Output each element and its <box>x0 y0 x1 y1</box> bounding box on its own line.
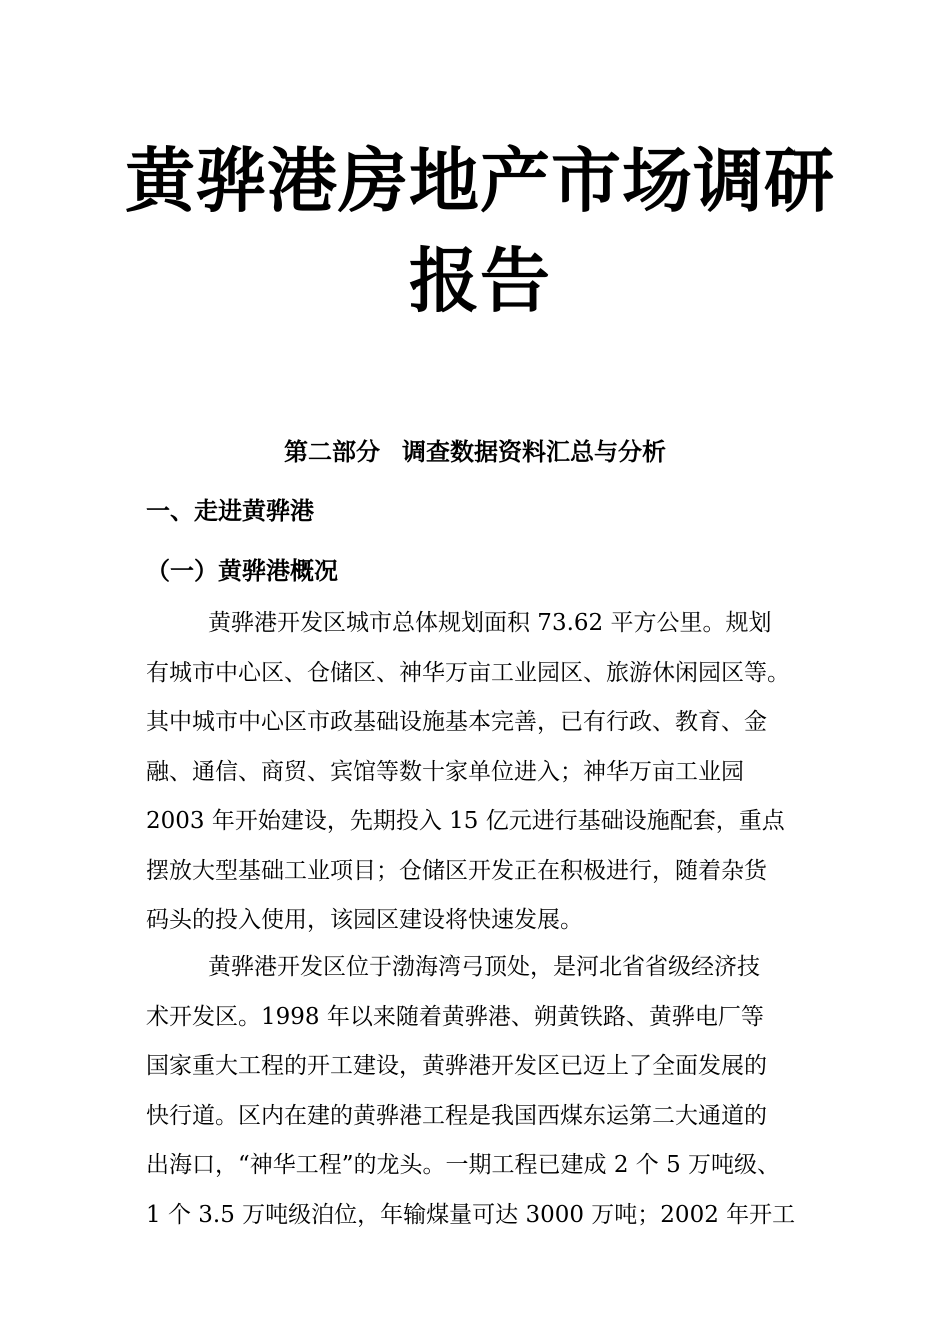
paragraph-line: 国家重大工程的开工建设，黄骅港开发区已迈上了全面发展的 <box>146 1053 767 1079</box>
paragraph-line: 其中城市中心区市政基础设施基本完善，已有行政、教育、金 <box>146 709 767 735</box>
paragraph-line: 码头的投入使用，该园区建设将快速发展。 <box>146 907 583 933</box>
paragraph-line: 2003 年开始建设，先期投入 15 亿元进行基础设施配套，重点 <box>146 808 785 834</box>
section-heading: 一、走进黄骅港 <box>146 496 314 525</box>
paragraph-line: 快行道。区内在建的黄骅港工程是我国西煤东运第二大通道的 <box>146 1102 767 1129</box>
subsection-heading: （一）黄骅港概况 <box>146 556 338 585</box>
paragraph-overview <box>146 599 866 946</box>
paragraph-line: 1 个 3.5 万吨级泊位，年输煤量可达 3000 万吨；2002 年开工 <box>146 1201 796 1228</box>
part-heading-number: 第二部分 <box>284 437 380 466</box>
report-title-line-2: 报告 <box>409 240 551 322</box>
paragraph-line: 黄骅港开发区位于渤海湾弓顶处，是河北省省级经济技 <box>208 954 760 980</box>
paragraph-line: 摆放大型基础工业项目；仓储区开发正在积极进行，随着杂货 <box>146 857 767 884</box>
part-heading <box>0 435 950 469</box>
paragraph-line: 融、通信、商贸、宾馆等数十家单位进入；神华万亩工业园 <box>146 758 744 785</box>
paragraph-location <box>146 943 866 1240</box>
paragraph-line: 出海口，“神华工程”的龙头。一期工程已建成 2 个 5 万吨级、 <box>146 1152 781 1178</box>
paragraph-line: 黄骅港开发区城市总体规划面积 73.62 平方公里。规划 <box>208 610 772 636</box>
paragraph-line: 术开发区。1998 年以来随着黄骅港、朔黄铁路、黄骅电厂等 <box>146 1003 764 1030</box>
part-heading-title: 调查数据资料汇总与分析 <box>402 437 666 466</box>
report-title-line-1: 黄骅港房地产市场调研 <box>125 140 835 222</box>
paragraph-line: 有城市中心区、仓储区、神华万亩工业园区、旅游休闲园区等。 <box>146 659 790 686</box>
